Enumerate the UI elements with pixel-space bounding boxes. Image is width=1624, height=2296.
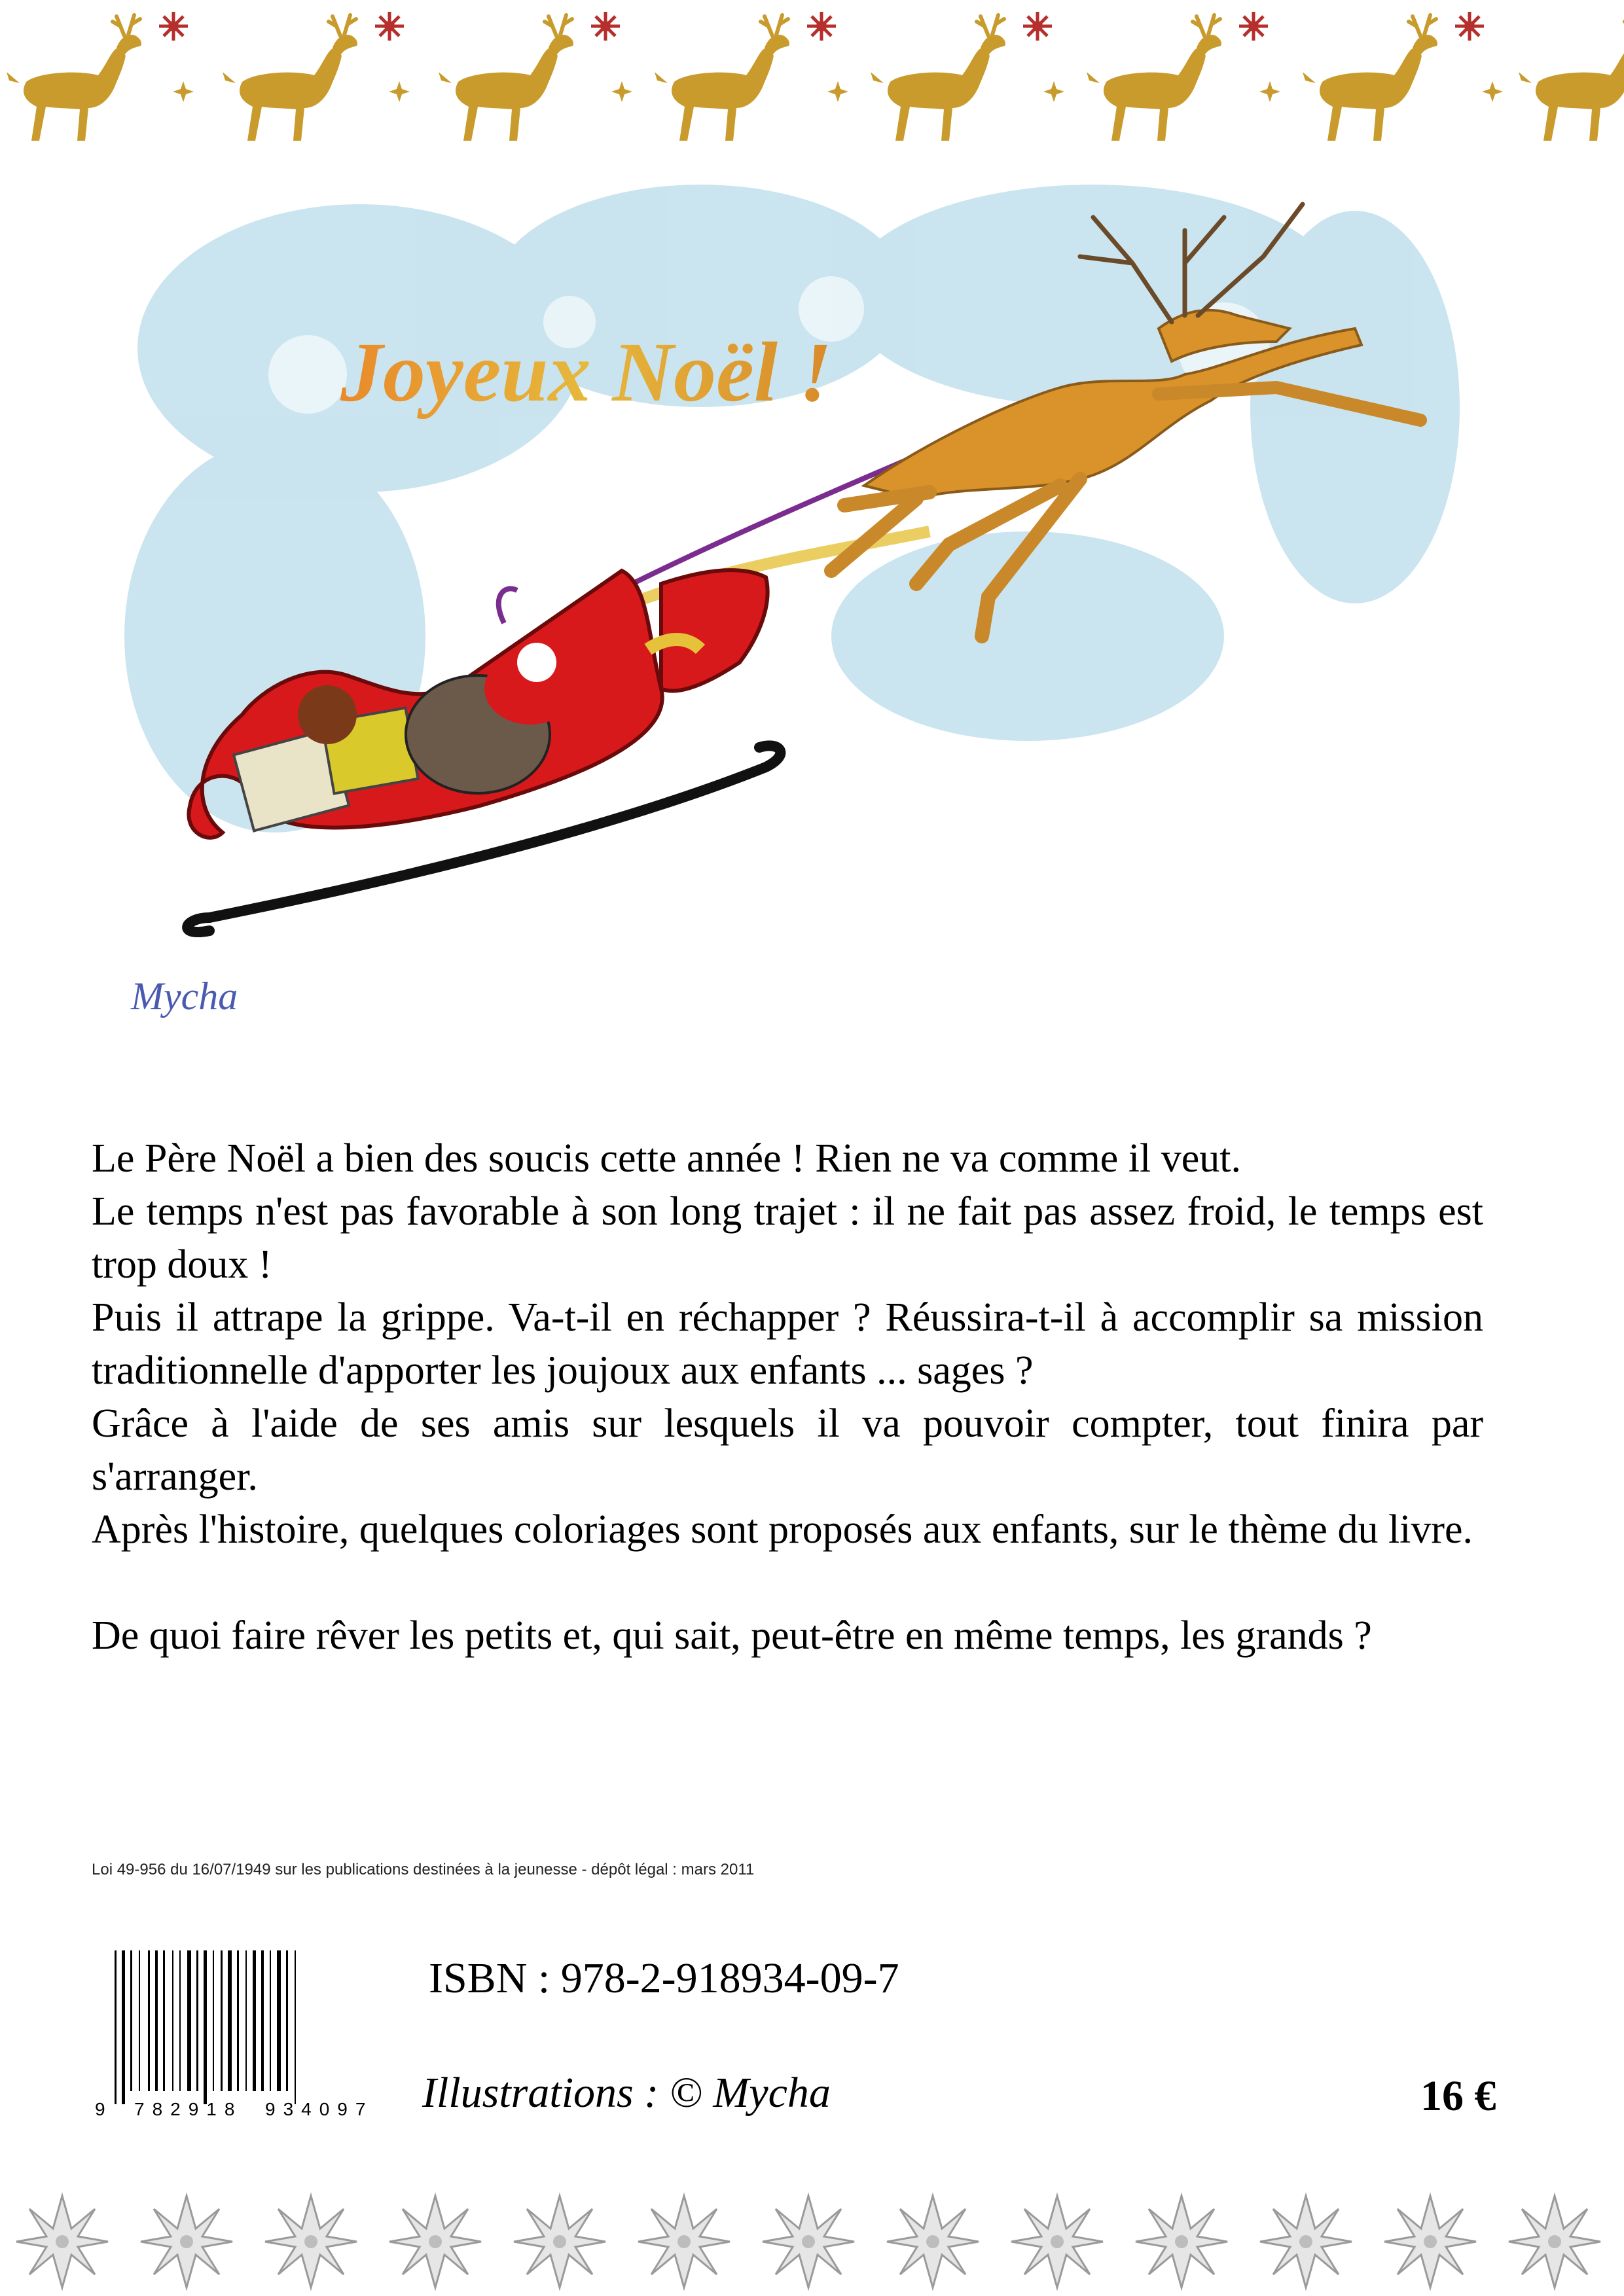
barcode-bar: [228, 1950, 232, 2091]
star-icon: [1011, 2196, 1103, 2287]
reindeer-icon: [1303, 15, 1437, 141]
star-border-bottom: [0, 2179, 1624, 2296]
reindeer-icon: [223, 15, 357, 141]
price: 16 €: [1420, 2072, 1496, 2120]
barcode-bar: [245, 1950, 247, 2091]
blurb-line: Après l'histoire, quelques coloriages sont proposés aux enfants, sur le thème du livre.: [92, 1507, 1473, 1552]
star-icon: [1136, 2196, 1227, 2287]
barcode-bar: [237, 1950, 239, 2091]
barcode-bar: [213, 1950, 214, 2091]
barcode-bar: [196, 1950, 198, 2091]
barcode-bar: [155, 1950, 158, 2091]
barcode-digit-prefix: 9: [95, 2099, 105, 2119]
barcode-bar: [187, 1950, 191, 2091]
barcode-bar: [286, 1950, 288, 2091]
star-icon: [763, 2196, 854, 2287]
barcode-digits-right: 934097: [265, 2099, 374, 2119]
barcode-bar: [172, 1950, 173, 2091]
star-icon: [1260, 2196, 1352, 2287]
reindeer-icon: [1519, 15, 1624, 141]
barcode-bar: [163, 1950, 165, 2091]
star-icon: [638, 2196, 730, 2287]
barcode-bar: [139, 1950, 140, 2091]
reindeer-icon: [439, 15, 573, 141]
star-icon: [1384, 2196, 1476, 2287]
blurb-line: Puis il attrape la grippe. Va-t-il en réchapper ? Réussira-t-il à accomplir sa mission traditionnelle d'apporter les joujoux aux enfants ... sages ?: [92, 1295, 1483, 1393]
reindeer-icon: [655, 15, 789, 141]
star-icon: [1509, 2196, 1600, 2287]
barcode-bar: [295, 1950, 296, 2104]
sleigh-illustration: [111, 178, 1460, 1029]
barcode-bar: [253, 1950, 256, 2091]
star-icon: [141, 2196, 232, 2287]
star-icon: [514, 2196, 605, 2287]
barcode-bar: [130, 1950, 132, 2091]
barcode-bar: [221, 1950, 223, 2091]
barcode: [95, 1950, 409, 2121]
blurb-line: Le Père Noël a bien des soucis cette année ! Rien ne va comme il veut.: [92, 1136, 1242, 1181]
blurb-closing: De quoi faire rêver les petits et, qui sait, peut-être en même temps, les grands ?: [92, 1613, 1372, 1658]
star-icon: [389, 2196, 481, 2287]
barcode-bar: [261, 1950, 264, 2091]
barcode-digits-left: 782918: [134, 2099, 243, 2119]
blurb-line: Grâce à l'aide de ses amis sur lesquels il va pouvoir compter, tout finira par s'arranger.: [92, 1401, 1483, 1499]
barcode-bar: [122, 1950, 125, 2104]
barcode-bar: [179, 1950, 181, 2091]
star-icon: [265, 2196, 357, 2287]
barcode-bar: [270, 1950, 271, 2091]
reindeer-icon: [1087, 15, 1221, 141]
barcode-bar: [277, 1950, 281, 2091]
illustration-credits: Illustrations : © Mycha: [422, 2069, 831, 2117]
artist-signature: Mycha: [131, 975, 238, 1018]
reindeer-icon: [871, 15, 1005, 141]
isbn: ISBN : 978-2-918934-09-7: [429, 1954, 899, 2002]
barcode-bar: [115, 1950, 117, 2104]
greeting-text: Joyeux Noël !: [340, 325, 832, 420]
star-icon: [16, 2196, 108, 2287]
legal-notice: Loi 49-956 du 16/07/1949 sur les publications destinées à la jeunesse - dépôt légal : mars 2011: [92, 1861, 755, 1878]
back-cover-blurb: [92, 1132, 1483, 1662]
reindeer-icon: [7, 15, 141, 141]
star-icon: [887, 2196, 979, 2287]
blurb-line: Le temps n'est pas favorable à son long trajet : il ne fait pas assez froid, le temps est trop doux !: [92, 1189, 1483, 1287]
reindeer-border-top: [0, 0, 1624, 164]
barcode-bar: [148, 1950, 150, 2091]
barcode-bar: [204, 1950, 207, 2104]
